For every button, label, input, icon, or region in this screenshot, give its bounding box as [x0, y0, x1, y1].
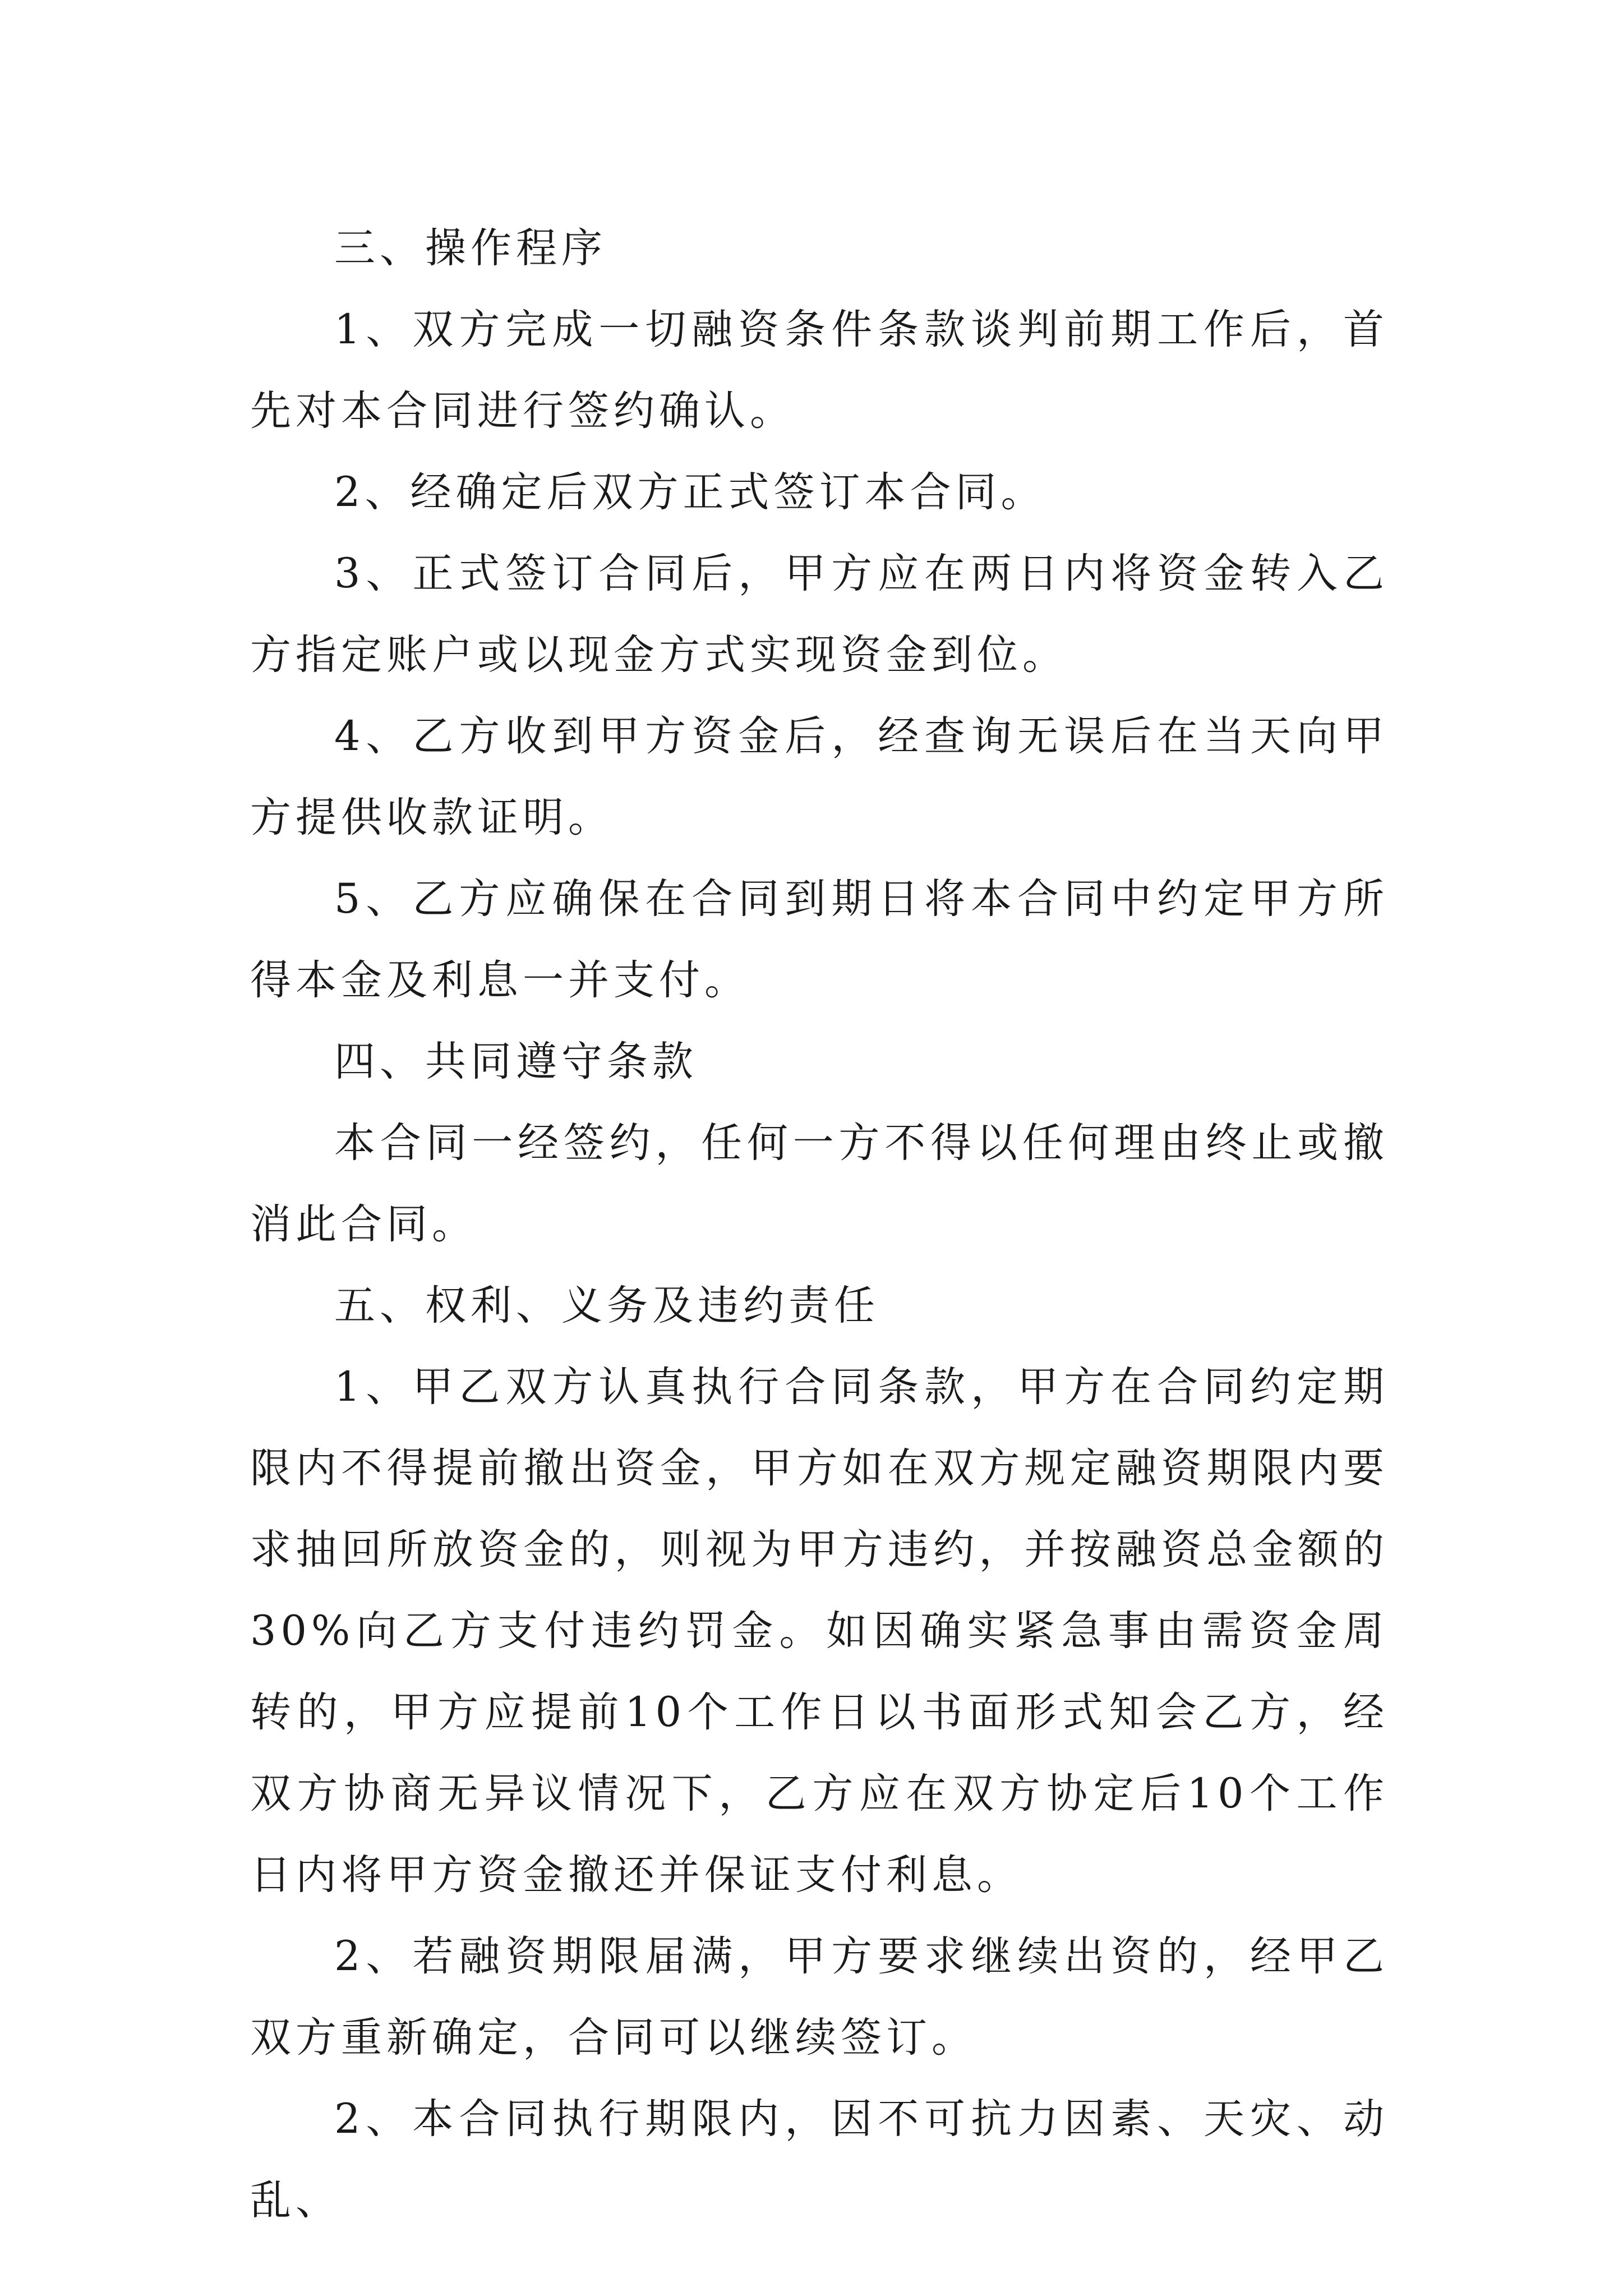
rights-clause-1: 1、甲乙双方认真执行合同条款，甲方在合同约定期限内不得提前撤出资金，甲方如在双方规定融资期限内要求抽回所放资金的，则视为甲方违约，并按融资总金额的30%向乙方支付违约罚金。如因确实紧急事由需资金周转的，甲方应提前10个工作日以书面形式知会乙方，经双方协商无异议情况下，乙方应在双方协定后10个工作日内将甲方资金撤还并保证支付利息。: [250, 1363, 1389, 1899]
procedure-clause-4: 4、乙方收到甲方资金后，经查询无误后在当天向甲方提供收款证明。: [250, 712, 1389, 841]
section-heading-procedure: 三、操作程序: [334, 224, 607, 272]
procedure-clause-3: 3、正式签订合同后，甲方应在两日内将资金转入乙方指定账户或以现金方式实现资金到位。: [250, 550, 1389, 679]
common-terms-clause: 本合同一经签约，任何一方不得以任何理由终止或撤消此合同。: [250, 1119, 1389, 1248]
rights-clause-2: 2、若融资期限届满，甲方要求继续出资的，经甲乙双方重新确定，合同可以继续签订。: [250, 1932, 1389, 2062]
rights-clause-2b: 2、本合同执行期限内，因不可抗力因素、天灾、动乱、: [250, 2095, 1389, 2224]
procedure-clause-1: 1、双方完成一切融资条件条款谈判前期工作后，首先对本合同进行签约确认。: [250, 306, 1389, 435]
document-body: [250, 208, 1389, 2241]
procedure-clause-2: 2、经确定后双方正式签订本合同。: [334, 468, 1046, 516]
procedure-clause-5: 5、乙方应确保在合同到期日将本合同中约定甲方所得本金及利息一并支付。: [250, 875, 1389, 1004]
section-heading-common-terms: 四、共同遵守条款: [334, 1038, 698, 1085]
section-heading-rights-obligations: 五、权利、义务及违约责任: [334, 1282, 879, 1329]
